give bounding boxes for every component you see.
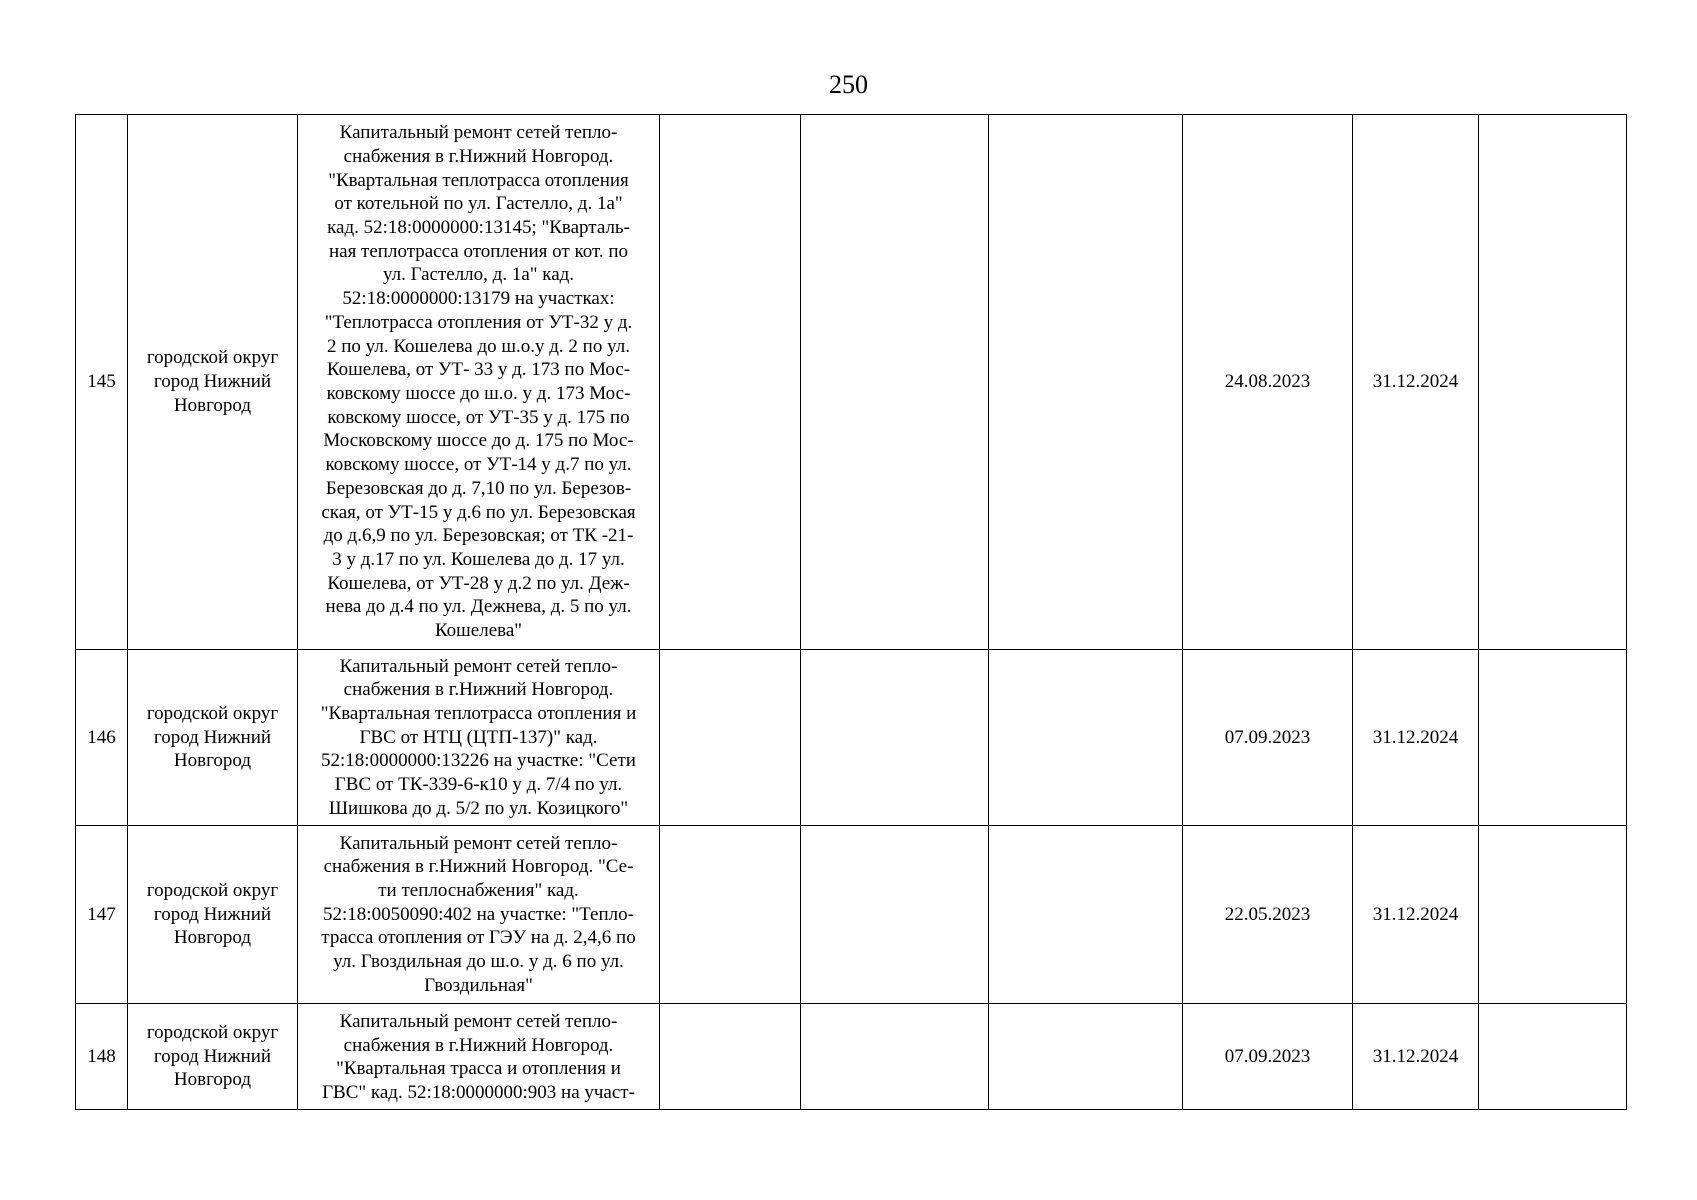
municipality-line: город Нижний [153, 903, 272, 925]
empty-cell [989, 1004, 1183, 1110]
description-line: 52:18:0000000:13179 на участках: [342, 288, 615, 310]
description-line: ковскому шоссе до ш.о. у д. 173 Мос- [326, 383, 631, 404]
empty-cell [801, 826, 989, 1004]
empty-cell [660, 115, 801, 650]
municipality-line: Новгород [173, 927, 252, 949]
description-line: ковскому шоссе, от УТ-14 у д.7 по ул. [325, 454, 632, 476]
description-line: ная теплотрасса отопления от кот. по [328, 240, 629, 262]
start-date-cell: 22.05.2023 [1183, 826, 1353, 1004]
start-date-cell: 24.08.2023 [1183, 115, 1353, 650]
description-cell [298, 115, 660, 650]
municipality-line: городской округ [146, 347, 279, 369]
empty-cell [660, 650, 801, 826]
description-line: ГВС от ТК-339-6-к10 у д. 7/4 по ул. [334, 774, 623, 796]
description-line: снабжения в г.Нижний Новгород. [343, 679, 614, 701]
municipality-line: городской округ [146, 879, 279, 901]
municipality-cell [128, 1004, 298, 1110]
table-row [76, 826, 1627, 1004]
empty-cell [801, 1004, 989, 1110]
description-line: снабжения в г.Нижний Новгород. [343, 1034, 614, 1056]
empty-cell [1479, 826, 1627, 1004]
description-line: Березовская до д. 7,10 по ул. Березов- [325, 477, 632, 499]
municipality-line: Новгород [173, 750, 252, 772]
empty-cell [989, 826, 1183, 1004]
description-line: кад. 52:18:0000000:13145; "Кварталь- [327, 217, 630, 239]
description-line: "Квартальная трасса и отопления и [336, 1058, 621, 1080]
description-line: Капитальный ремонт сетей тепло- [339, 1011, 618, 1032]
municipality-cell [128, 115, 298, 650]
row-number: 148 [76, 1004, 128, 1110]
table-row [76, 650, 1627, 826]
description-line: ГВС от НТЦ (ЦТП-137)" кад. [359, 726, 598, 748]
empty-cell [660, 1004, 801, 1110]
description-cell [298, 1004, 660, 1110]
description-line: ская, от УТ-15 у д.6 по ул. Березовская [321, 501, 636, 523]
description-line: ковскому шоссе, от УТ-35 у д. 175 по [327, 406, 630, 428]
municipality-line: Новгород [173, 394, 252, 416]
row-number: 147 [76, 826, 128, 1004]
end-date-cell: 31.12.2024 [1353, 115, 1479, 650]
municipality-cell [128, 826, 298, 1004]
table-row [76, 1004, 1627, 1110]
end-date-cell: 31.12.2024 [1353, 650, 1479, 826]
description-line: ти теплоснабжения" кад. [378, 879, 579, 901]
description-line: Кошелева" [434, 620, 523, 642]
description-line: Капитальный ремонт сетей тепло- [339, 122, 618, 144]
empty-cell [989, 115, 1183, 650]
municipality-line: городской округ [146, 1021, 279, 1043]
municipality-line: город Нижний [153, 726, 272, 748]
start-date-cell: 07.09.2023 [1183, 650, 1353, 826]
table-row [76, 115, 1627, 650]
works-table [75, 114, 1627, 1110]
row-number: 145 [76, 115, 128, 650]
row-number: 146 [76, 650, 128, 826]
description-line: "Квартальная теплотрасса отопления и [320, 702, 637, 724]
start-date-cell: 07.09.2023 [1183, 1004, 1353, 1110]
description-line: Шишкова до д. 5/2 по ул. Козицкого" [328, 797, 629, 819]
description-line: 2 по ул. Кошелева до ш.о.у д. 2 по ул. [327, 335, 630, 357]
empty-cell [1479, 115, 1627, 650]
description-cell [298, 650, 660, 826]
description-line: снабжения в г.Нижний Новгород. [343, 145, 614, 167]
description-line: 52:18:0050090:402 на участке: "Тепло- [323, 903, 634, 925]
municipality-line: Новгород [173, 1069, 252, 1091]
end-date-cell: 31.12.2024 [1353, 826, 1479, 1004]
empty-cell [801, 115, 989, 650]
municipality-line: город Нижний [153, 371, 272, 393]
empty-cell [989, 650, 1183, 826]
empty-cell [660, 826, 801, 1004]
empty-cell [1479, 650, 1627, 826]
description-line: до д.6,9 по ул. Березовская; от ТК -21- [323, 525, 634, 547]
description-line: Капитальный ремонт сетей тепло- [339, 832, 618, 854]
description-line: Кошелева, от УТ-28 у д.2 по ул. Деж- [327, 572, 630, 594]
description-line: снабжения в г.Нижний Новгород. "Се- [323, 856, 634, 878]
description-line: от котельной по ул. Гастелло, д. 1а" [334, 193, 623, 215]
end-date-cell: 31.12.2024 [1353, 1004, 1479, 1110]
municipality-line: город Нижний [153, 1045, 272, 1067]
description-cell [298, 826, 660, 1004]
description-line: Московскому шоссе до д. 175 по Мос- [323, 430, 634, 452]
empty-cell [1479, 1004, 1627, 1110]
description-line: ул. Гвоздильная до ш.о. у д. 6 по ул. [333, 951, 624, 973]
description-line: Кошелева, от УТ- 33 у д. 173 по Мос- [326, 359, 631, 381]
empty-cell [801, 650, 989, 826]
description-line: трасса отопления от ГЭУ на д. 2,4,6 по [321, 927, 636, 949]
description-line: нева до д.4 по ул. Дежнева, д. 5 по ул. [325, 596, 632, 618]
description-line: ГВС" кад. 52:18:0000000:903 на участ- [322, 1082, 635, 1104]
page-number: 250 [829, 70, 868, 99]
description-line: "Квартальная теплотрасса отопления [328, 169, 629, 191]
description-line: ул. Гастелло, д. 1а" кад. [382, 264, 575, 286]
description-line: 52:18:0000000:13226 на участке: "Сети [321, 750, 636, 772]
description-line: "Теплотрасса отопления от УТ-32 у д. [324, 311, 633, 333]
description-line: Капитальный ремонт сетей тепло- [339, 655, 618, 677]
municipality-cell [128, 650, 298, 826]
description-line: Гвоздильная" [424, 974, 533, 996]
description-line: 3 у д.17 по ул. Кошелева до д. 17 ул. [332, 548, 625, 570]
municipality-line: городской округ [146, 702, 279, 724]
